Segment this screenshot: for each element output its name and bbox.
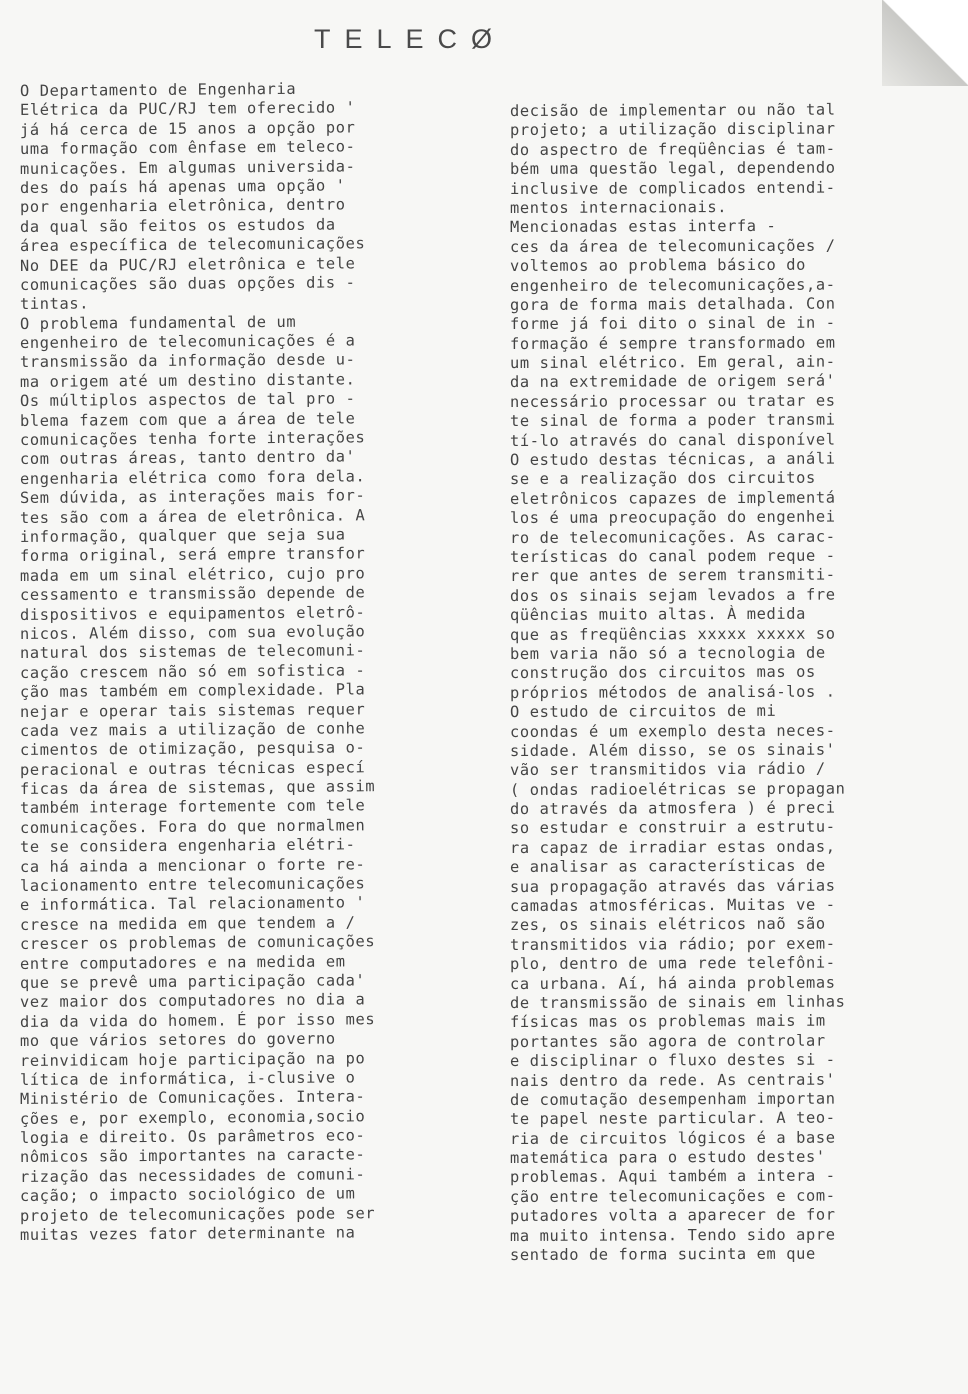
text-line: engenheiro de telecomunicações,a- xyxy=(509,275,836,295)
text-line: dia da vida do homem. É por isso mes xyxy=(19,1009,376,1031)
text-line: te sinal de forma a poder transmi xyxy=(509,410,836,431)
text-line: Os múltiplos aspectos de tal pro - xyxy=(19,389,356,411)
text-line: e analisar as características de xyxy=(509,856,826,877)
text-line: e informática. Tal relacionamento ' xyxy=(19,893,366,915)
text-line: Elétrica da PUC/RJ tem oferecido ' xyxy=(19,98,356,120)
text-line: comunicações tenha forte interações xyxy=(19,428,366,450)
text-line: reinvidicam hoje participação na po xyxy=(19,1048,366,1070)
text-line: camadas atmosféricas. Muitas ve - xyxy=(509,895,836,916)
text-line: ma muito intensa. Tendo sido apre xyxy=(509,1225,836,1245)
text-line: forma original, será empre transfor xyxy=(19,544,366,566)
text-line: natural dos sistemas de telecomuni- xyxy=(19,641,366,663)
text-line: informação, qualquer que seja sua xyxy=(19,525,346,546)
text-line: ca há ainda a mencionar o forte re- xyxy=(19,854,366,876)
text-line: portantes são agora de controlar xyxy=(509,1031,826,1051)
text-line: ma origem até um destino distante. xyxy=(19,370,356,391)
text-line: que se prevê uma participação cada' xyxy=(19,971,366,992)
text-line: cessamento e transmissão depende de xyxy=(19,583,366,605)
text-line: cação; o impacto sociológico de um xyxy=(19,1184,356,1206)
text-line: mo que vários setores do governo xyxy=(19,1029,336,1051)
text-line: gora de forma mais detalhada. Con xyxy=(509,294,836,314)
text-line: já há cerca de 15 anos a opção por xyxy=(19,118,356,139)
text-line: mada em um sinal elétrico, cujo pro xyxy=(19,564,366,585)
text-line: blema fazem com que a área de tele xyxy=(19,409,356,430)
text-line: peracional e outras técnicas especí xyxy=(19,757,366,779)
text-line: formação é sempre transformado em xyxy=(509,333,836,353)
text-line: do aspectro de freqüências é tam- xyxy=(509,139,836,159)
text-line: ção entre telecomunicações e com- xyxy=(509,1186,836,1206)
text-line: de transmissão de sinais em linhas xyxy=(509,992,846,1012)
text-line: so estudar e construir a estrutu- xyxy=(509,818,836,838)
text-line: te se considera engenharia elétri- xyxy=(19,835,356,857)
text-line: próprios métodos de analisá-los . xyxy=(509,682,836,702)
text-line: eletrônicos capazes de implementá xyxy=(509,488,836,508)
text-line: por engenharia eletrônica, dentro xyxy=(19,195,346,217)
text-line: que as freqüências xxxxx xxxxx so xyxy=(509,624,836,644)
text-line: ção mas também em complexidade. Pla xyxy=(19,680,366,702)
text-line: voltemos ao problema básico do xyxy=(509,255,807,276)
text-line: ca urbana. Aí, há ainda problemas xyxy=(509,973,836,993)
text-line: cada vez mais a utilização de conhe xyxy=(19,719,366,740)
text-line: O problema fundamental de um xyxy=(19,312,297,333)
text-line: O estudo de circuitos de mi xyxy=(509,701,777,722)
text-line: dos os sinais sejam levados a fre xyxy=(509,585,836,605)
text-line: dispositivos e equipamentos eletrô- xyxy=(19,602,366,624)
text-line: sua propagação através das várias xyxy=(509,876,836,896)
text-line: ções e, por exemplo, economia,socio xyxy=(19,1106,366,1128)
right-column xyxy=(510,102,910,1265)
text-line: tes são com a área de eletrônica. A xyxy=(19,505,366,527)
text-line: vão ser transmitidos via rádio / xyxy=(509,759,826,780)
text-line: tintas. xyxy=(19,294,90,314)
text-line: Mencionadas estas interfa - xyxy=(509,217,777,237)
text-line: qüências muito altas. À medida xyxy=(509,604,807,625)
text-line: entre computadores e na medida em xyxy=(19,952,346,973)
text-line: des do país há apenas uma opção ' xyxy=(19,176,346,197)
text-line: nejar e operar tais sistemas requer xyxy=(19,699,366,721)
text-line: nicos. Além disso, com sua evolução xyxy=(19,622,366,643)
text-line: com outras áreas, tanto dentro da' xyxy=(19,447,356,469)
text-line: rização das necessidades de comuni- xyxy=(19,1165,366,1186)
text-line: O estudo destas técnicas, a análi xyxy=(509,449,836,470)
text-line: Ministério de Comunicações. Intera- xyxy=(19,1087,366,1109)
text-line: cresce na medida em que tendem a / xyxy=(19,913,356,934)
text-line: necessário processar ou tratar es xyxy=(509,391,836,411)
text-line: bem varia não só a tecnologia de xyxy=(509,643,826,663)
text-line: putadores volta a aparecer de for xyxy=(509,1205,836,1226)
text-line: nais dentro da rede. As centrais' xyxy=(509,1070,836,1090)
text-line: decisão de implementar ou não tal xyxy=(509,100,836,120)
text-line: da na extremidade de origem será' xyxy=(509,372,836,392)
text-line: inclusive de complicados entendi- xyxy=(509,178,836,198)
text-line: do através da atmosfera ) é preci xyxy=(509,798,836,819)
text-line: logia e direito. Os parâmetros eco- xyxy=(19,1126,366,1148)
text-line: mentos internacionais. xyxy=(509,198,728,217)
text-line: municações. Em algumas universida- xyxy=(19,156,356,178)
text-line: ( ondas radioelétricas se propagan xyxy=(509,779,846,799)
text-line: um sinal elétrico. Em geral, ain- xyxy=(509,352,836,373)
text-line: transmitidos via rádio; por exem- xyxy=(509,934,836,954)
text-line: crescer os problemas de comunicações xyxy=(19,932,376,954)
text-line: engenheiro de telecomunicações é a xyxy=(19,331,356,353)
text-line: e disciplinar o fluxo destes si - xyxy=(509,1050,836,1071)
text-line: físicas mas os problemas mais im xyxy=(509,1011,826,1032)
text-line: muitas vezes fator determinante na xyxy=(19,1223,356,1245)
text-line: ra capaz de irradiar estas ondas, xyxy=(509,837,836,857)
text-line: da qual são feitos os estudos da xyxy=(19,215,336,236)
text-line: zes, os sinais elétricos naõ são xyxy=(509,915,826,935)
text-line: projeto; a utilização disciplinar xyxy=(509,119,836,140)
text-line: vez maior dos computadores no dia a xyxy=(19,990,366,1012)
text-line: problemas. Aqui também a intera - xyxy=(509,1167,836,1187)
text-line: lacionamento entre telecomunicações xyxy=(19,874,366,896)
text-line: ces da área de telecomunicações / xyxy=(509,236,836,256)
folded-corner xyxy=(882,0,968,86)
text-line: lítica de informática, i-clusive o xyxy=(19,1068,356,1089)
text-line: nômicos são importantes na caracte- xyxy=(19,1145,366,1167)
text-line: também interage fortemente com tele xyxy=(19,796,366,818)
text-line: O Departamento de Engenharia xyxy=(19,79,297,100)
text-line: Sem dúvida, as interações mais for- xyxy=(19,486,366,508)
text-line: transmissão da informação desde u- xyxy=(19,350,356,372)
text-line: ria de circuitos lógicos é a base xyxy=(509,1128,836,1148)
text-line: ficas da área de sistemas, que assim xyxy=(19,777,376,799)
text-line: cação crescem não só em sofistica - xyxy=(19,661,366,682)
text-line: sentado de forma sucinta em que xyxy=(509,1244,816,1265)
text-line: rer que antes de serem transmiti- xyxy=(509,565,836,586)
text-line: matemática para o estudo destes' xyxy=(509,1147,826,1168)
text-line: ro de telecomunicações. As carac- xyxy=(509,527,836,547)
left-column xyxy=(19,79,470,1245)
text-line: plo, dentro de uma rede telefôni- xyxy=(509,953,836,974)
text-line: cimentos de otimização, pesquisa o- xyxy=(19,738,366,760)
text-line: uma formação com ênfase em teleco- xyxy=(19,137,356,159)
text-line: área específica de telecomunicações xyxy=(19,234,366,256)
text-line: forme já foi dito o sinal de in - xyxy=(509,313,836,334)
text-line: los é uma preocupação do engenhei xyxy=(509,507,836,528)
text-line: se e a realização dos circuitos xyxy=(509,469,816,489)
text-line: No DEE da PUC/RJ eletrônica e tele xyxy=(19,253,356,275)
text-line: bém uma questão legal, dependendo xyxy=(509,158,836,179)
text-line: sidade. Além disso, se os sinais' xyxy=(509,740,836,760)
text-line: comunicações são duas opções dis - xyxy=(19,273,356,294)
text-line: comunicações. Fora do que normalmen xyxy=(19,816,366,837)
text-line: de comutação desempenham importan xyxy=(509,1089,836,1109)
text-line: engenharia elétrica como fora dela. xyxy=(19,467,366,488)
page-title: TELECØ xyxy=(313,24,507,54)
text-line: tí-lo através do canal disponível xyxy=(509,430,836,450)
text-line: coondas é um exemplo desta neces- xyxy=(509,721,836,741)
text-line: projeto de telecomunicações pode ser xyxy=(19,1203,376,1225)
text-line: te papel neste particular. A teo- xyxy=(509,1108,836,1129)
text-line: terísticas do canal podem reque - xyxy=(509,546,836,566)
text-line: construção dos circuitos mas os xyxy=(509,662,816,683)
